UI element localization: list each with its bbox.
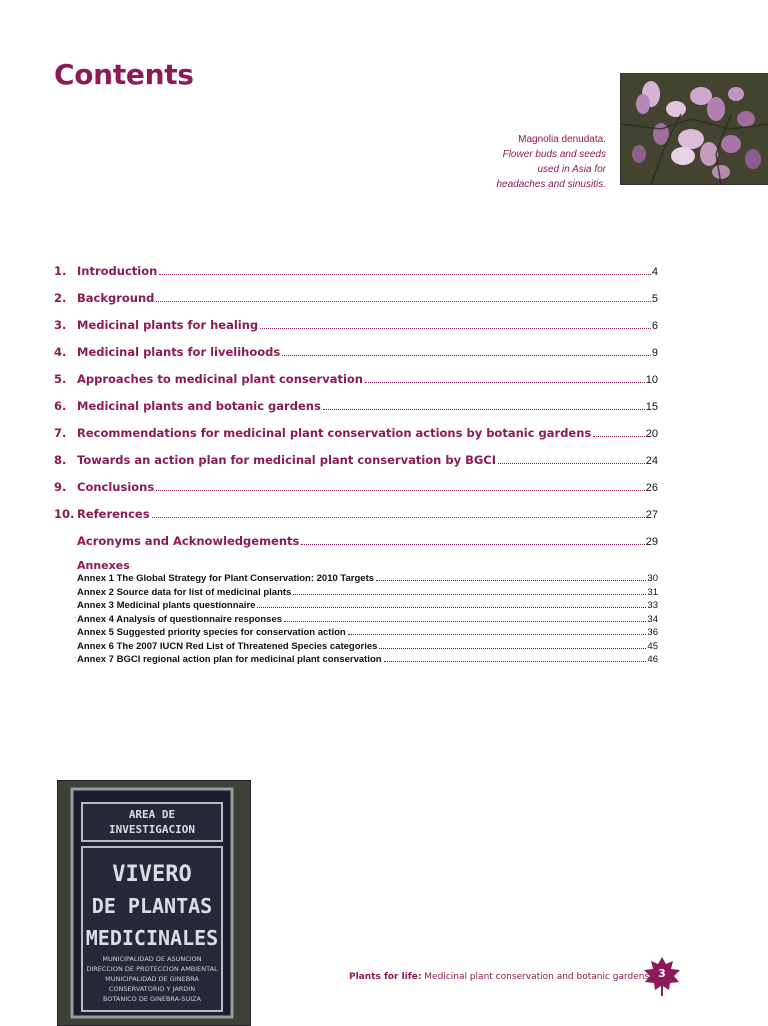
sign-text: MUNICIPALIDAD DE GINEBRA [105, 975, 199, 983]
sign-text: VIVERO [112, 862, 192, 887]
sign-image [58, 781, 250, 1025]
dot-leader [348, 634, 647, 635]
annex-label: Annex 4 Analysis of questionnaire responses [77, 613, 283, 625]
toc-page: 15 [645, 401, 658, 413]
annex-label: Annex 5 Suggested priority species for conservation action [77, 627, 346, 638]
dot-leader [365, 382, 645, 383]
caption-line: Flower buds and seeds [502, 149, 606, 160]
page-title: Contents [54, 58, 194, 91]
annex-entry[interactable] [77, 627, 658, 641]
toc-number: 1. [54, 264, 67, 278]
annex-entry[interactable] [77, 654, 658, 668]
toc-label: Approaches to medicinal plant conservation [77, 372, 363, 386]
dot-leader [156, 301, 650, 302]
toc-number: 3. [54, 318, 67, 332]
dot-leader [284, 621, 646, 622]
toc-label: Conclusions [77, 480, 155, 494]
toc-page: 4 [651, 266, 658, 278]
toc-entry[interactable] [54, 507, 658, 534]
toc-entry[interactable] [54, 264, 658, 291]
dot-leader [301, 544, 644, 545]
toc-entry[interactable] [54, 345, 658, 372]
toc-number: 6. [54, 399, 67, 413]
toc-entry[interactable] [54, 426, 658, 453]
annex-label: Annex 7 BGCI regional action plan for medicinal plant conservation [77, 654, 382, 665]
toc-number: 2. [54, 291, 67, 305]
table-of-contents [54, 264, 658, 561]
dot-leader [379, 648, 646, 649]
toc-label: Medicinal plants for healing [77, 318, 259, 332]
dot-leader [293, 594, 646, 595]
toc-label: Introduction [77, 264, 158, 278]
dot-leader [593, 436, 644, 437]
toc-number: 10. [54, 507, 75, 521]
toc-number: 4. [54, 345, 67, 359]
dot-leader [282, 355, 651, 356]
caption-line: used in Asia for [537, 164, 606, 175]
toc-page: 26 [645, 482, 658, 494]
toc-entry[interactable] [54, 372, 658, 399]
toc-entry[interactable] [54, 291, 658, 318]
annex-label: Annex 1 The Global Strategy for Plant Conservation: 2010 Targets [77, 573, 375, 584]
toc-label: Medicinal plants for livelihoods [77, 345, 281, 359]
toc-page: 24 [645, 455, 658, 467]
annex-entry[interactable] [77, 614, 658, 628]
toc-label: Medicinal plants and botanic gardens [77, 399, 321, 413]
toc-label: Towards an action plan for medicinal plant conservation by BGCI [77, 453, 497, 467]
toc-page: 5 [651, 293, 658, 305]
annex-entry[interactable] [77, 573, 658, 587]
toc-entry[interactable] [54, 480, 658, 507]
sign-text: AREA DE [128, 808, 176, 821]
magnolia-image [621, 74, 768, 184]
annex-entry[interactable] [77, 600, 658, 614]
annex-page: 33 [647, 600, 658, 611]
dot-leader [156, 490, 645, 491]
annex-label: Annex 3 Medicinal plants questionnaire [77, 600, 256, 611]
annex-list [77, 573, 658, 668]
annex-page: 30 [647, 573, 658, 584]
footer-title: Medicinal plant conservation and botanic gardens [424, 972, 650, 982]
toc-label: Acronyms and Acknowledgements [77, 534, 300, 548]
annex-page: 46 [647, 654, 658, 665]
annex-label: Annex 6 The 2007 IUCN Red List of Threatened Species categories [77, 640, 378, 652]
toc-page: 20 [645, 428, 658, 440]
toc-page: 6 [651, 320, 658, 332]
sign-text: DE PLANTAS [91, 894, 213, 918]
photo-caption [456, 132, 606, 192]
toc-number: 9. [54, 480, 67, 494]
footer-series: Plants for life: [349, 972, 422, 982]
toc-number: 8. [54, 453, 67, 467]
annex-label: Annex 2 Source data for list of medicinal plants [77, 586, 292, 598]
annex-page: 45 [647, 640, 658, 652]
annexes-heading: Annexes [77, 559, 130, 572]
toc-page: 9 [651, 347, 658, 359]
sign-text: DIRECCION DE PROTECCION AMBIENTAL [86, 965, 218, 973]
dot-leader [152, 517, 645, 518]
sign-text: INVESTIGACION [108, 823, 196, 836]
toc-entry[interactable] [54, 318, 658, 345]
caption-species: Magnolia denudata. [518, 134, 606, 145]
annex-page: 34 [647, 613, 658, 625]
annex-page: 31 [647, 586, 658, 598]
annex-entry[interactable] [77, 641, 658, 655]
dot-leader [498, 463, 645, 464]
toc-page: 29 [645, 536, 658, 548]
toc-page: 27 [645, 509, 658, 521]
toc-number: 7. [54, 426, 67, 440]
toc-entry[interactable] [54, 453, 658, 480]
dot-leader [376, 580, 646, 581]
annex-page: 36 [647, 627, 658, 638]
toc-label: Background [77, 291, 155, 305]
dot-leader [260, 328, 651, 329]
sign-text: CONSERVATORIO Y JARDIN [108, 985, 196, 993]
annex-entry[interactable] [77, 587, 658, 601]
sign-text: BOTANICO DE GINEBRA-SUIZA [102, 995, 202, 1003]
magnolia-photo [620, 73, 768, 185]
dot-leader [384, 661, 647, 662]
nursery-sign-photo [57, 780, 251, 1026]
leaf-icon [642, 955, 682, 997]
toc-entry[interactable] [54, 534, 658, 561]
toc-number: 5. [54, 372, 67, 386]
page-number: 3 [658, 967, 666, 980]
toc-page: 10 [645, 374, 658, 386]
toc-label: Recommendations for medicinal plant conservation actions by botanic gardens [77, 426, 592, 440]
dot-leader [159, 274, 651, 275]
caption-line: headaches and sinusitis. [496, 179, 606, 190]
toc-label: References [77, 507, 150, 521]
dot-leader [257, 607, 646, 608]
sign-text: MEDICINALES [85, 926, 219, 950]
dot-leader [323, 409, 645, 410]
sign-text: MUNICIPALIDAD DE ASUNCION [102, 955, 202, 963]
toc-entry[interactable] [54, 399, 658, 426]
page-footer [349, 972, 650, 982]
